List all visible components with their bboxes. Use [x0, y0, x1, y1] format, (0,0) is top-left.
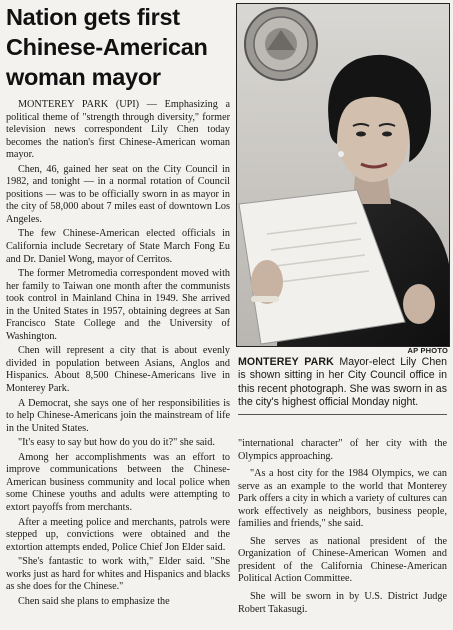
headline-line: Nation gets first	[6, 4, 180, 30]
photo-credit: AP PHOTO	[407, 346, 448, 355]
article-paragraph: A Democrat, she says one of her responsibilities is to help Chinese-Americans join the mainstream of life in the United States.	[6, 397, 230, 434]
article-paragraph: "She's fantastic to work with," Elder said. "She works just as hard for whites and Hispanics and blacks as she does for the Chinese."	[6, 556, 230, 593]
article-paragraph: She will be sworn in by U.S. District Judge Robert Takasugi.	[238, 591, 447, 615]
article-paragraph: MONTEREY PARK (UPI) — Emphasizing a political theme of "strength through diversity," former television news correspondent Lily Chen today becomes the nation's first Chinese-American woman mayor.	[6, 99, 230, 161]
article-paragraph: After a meeting police and merchants, patrols were stepped up, convictions were obtained and the extortion attempts ended, Police Chief Jon Elder said.	[6, 516, 230, 553]
caption-divider	[238, 414, 447, 415]
caption-text: Mayor-elect Lily Chen is shown sitting in her City Council office in this recent photograph. She was sworn in as the city's highest official Monday night.	[238, 356, 447, 409]
mayor-photo	[236, 3, 450, 347]
article-body-left-column	[6, 99, 230, 627]
photo-caption	[238, 356, 447, 410]
city-seal-icon	[245, 8, 317, 80]
article-paragraph: The former Metromedia correspondent moved with her family to Taiwan one month after the communists took control in Mainland China in 1949. She arrived in the United States in 1957, obtaining degrees at San Francisco State College and the University of Washington.	[6, 268, 230, 342]
article-paragraph: Chen will represent a city that is about evenly divided in population between Asians, Anglos and Hispanics. About 8,500 Chinese-Americans live in Monterey Park.	[6, 345, 230, 395]
headline	[6, 2, 228, 92]
article-paragraph: "It's easy to say but how do you do it?" she said.	[18, 437, 215, 449]
article-paragraph: Chen, 46, gained her seat on the City Council in 1982, and tonight — in a normal rotation of Council positions — was to be officially sworn in as mayor in the city of 58,000 about 7 miles east of downtown Los Angeles.	[6, 163, 230, 225]
caption-lead: MONTEREY PARK	[238, 356, 334, 368]
article-body-right-column	[238, 438, 447, 628]
headline-line: woman mayor	[6, 64, 161, 90]
article-paragraph: Chen said she plans to emphasize the	[18, 595, 170, 607]
article-paragraph: Among her accomplishments was an effort to improve communications between the Chinese-American business community and local police when some Chinese youths and adults were attempting to extort payoffs from merchants.	[6, 451, 230, 513]
article-paragraph: "international character" of her city with the Olympics approaching.	[238, 438, 447, 462]
article-paragraph: The few Chinese-American elected officials in California include Secretary of State March Fong Eu and Dr. Daniel Wong, mayor of Cerritos.	[6, 228, 230, 265]
article-paragraph: She serves as national president of the Organization of Chinese-American Women and president of the California Chinese-American Political Action Committee.	[238, 535, 447, 585]
headline-line: Chinese-American	[6, 34, 208, 60]
article-paragraph: "As a host city for the 1984 Olympics, we can serve as an example to the world that Monterey Park offers a city in which a variety of cultures can work effectively as neighbors, business people, families and friends," she said.	[238, 468, 447, 530]
